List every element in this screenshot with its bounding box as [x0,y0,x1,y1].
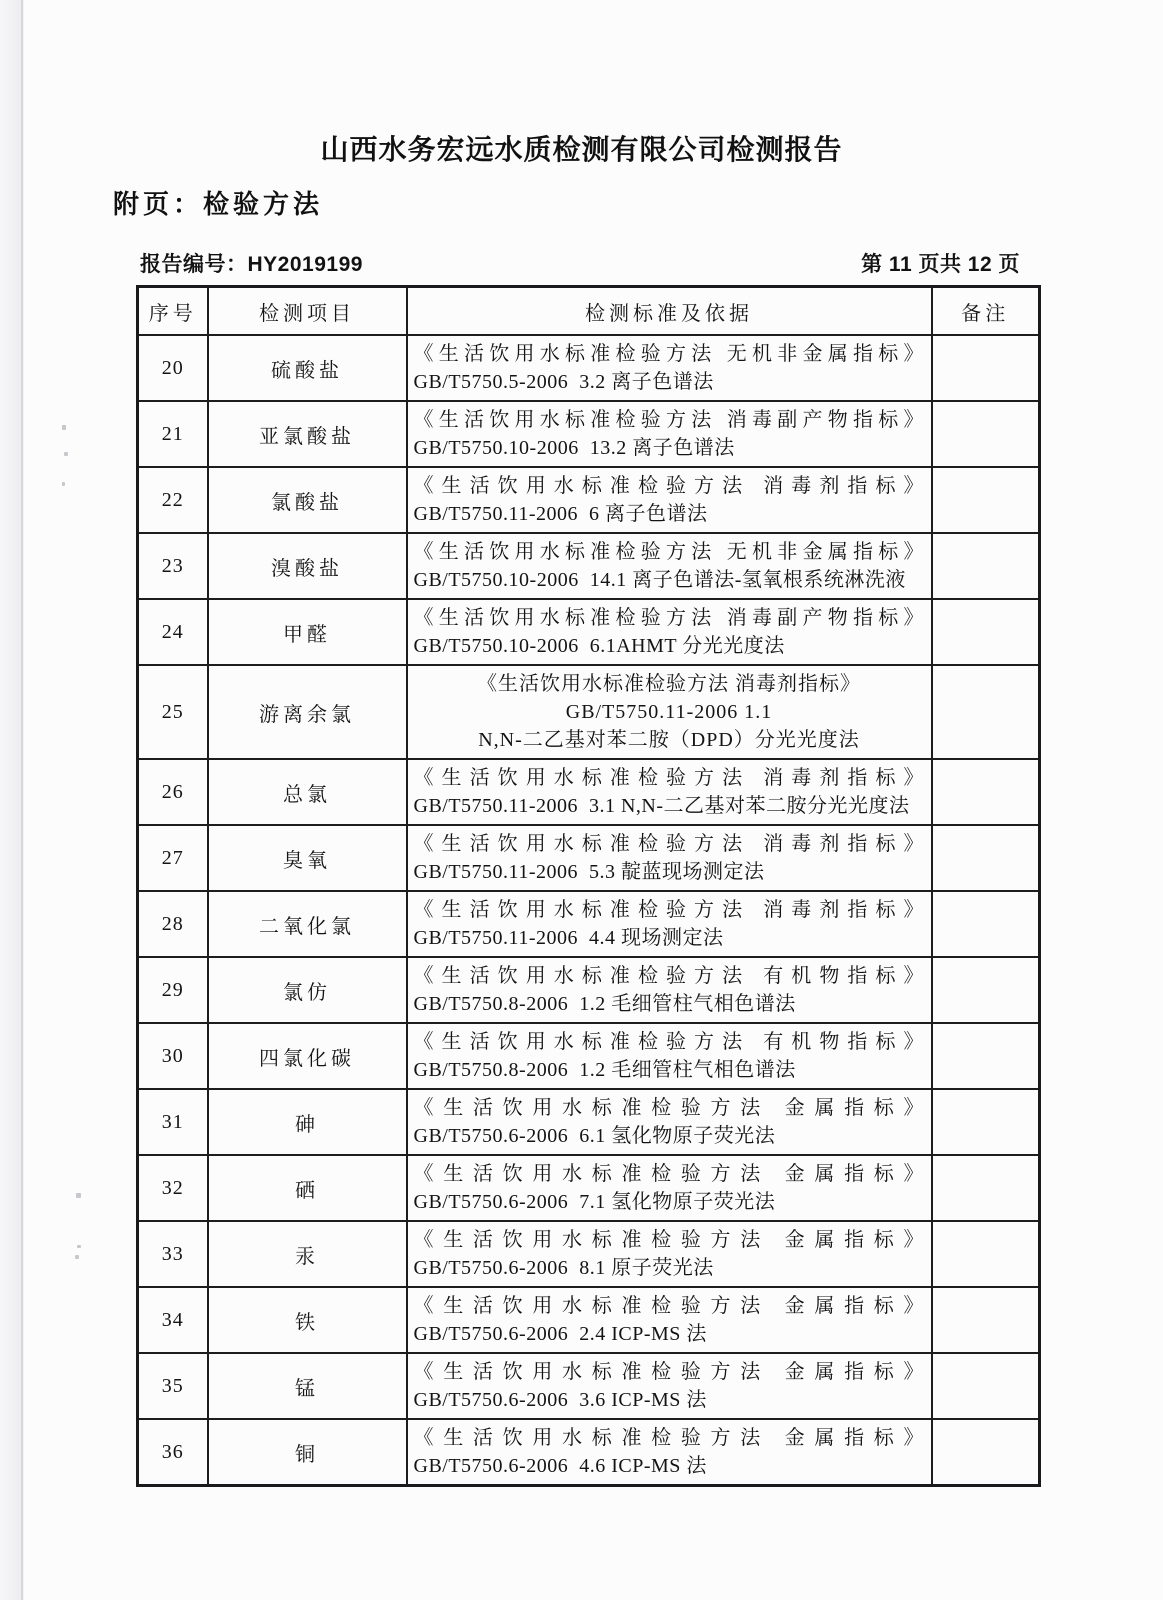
row-number-cell: 28 [138,891,208,957]
standard-cell [407,1023,932,1089]
standard-line: GB/T5750.6-2006 6.1 氢化物原子荧光法 [413,1125,776,1147]
col-header-standard: 检测标准及依据 [407,287,932,336]
row-number-cell: 26 [138,759,208,825]
standard-cell [407,1419,932,1486]
item-name-cell: 亚氯酸盐 [208,401,407,467]
standard-line: 《生活饮用水标准检验方法 金属指标》 [413,1163,925,1185]
remark-cell [932,665,1040,759]
table-row [138,467,1040,533]
row-number-cell: 21 [138,401,208,467]
remark-cell [932,957,1040,1023]
remark-cell [932,759,1040,825]
standard-line: 《生活饮用水标准检验方法 金属指标》 [413,1295,925,1317]
table-row [138,1221,1040,1287]
row-number-cell: 23 [138,533,208,599]
standard-cell [407,957,932,1023]
table-row [138,533,1040,599]
standard-line: 《生活饮用水标准检验方法 消毒剂指标》 [413,899,925,921]
scan-speck [75,1255,79,1259]
standard-line: GB/T5750.11-2006 4.4 现场测定法 [413,927,724,949]
item-name-cell: 二氧化氯 [208,891,407,957]
item-name-cell: 铁 [208,1287,407,1353]
standard-line: GB/T5750.6-2006 7.1 氢化物原子荧光法 [413,1191,776,1213]
remark-cell [932,1089,1040,1155]
standard-line: 《生活饮用水标准检验方法 消毒剂指标》 [413,475,925,497]
standard-line: 《生活饮用水标准检验方法 金属指标》 [413,1097,925,1119]
row-number-cell: 34 [138,1287,208,1353]
standard-line: 《生活饮用水标准检验方法 金属指标》 [413,1361,925,1383]
standard-line: GB/T5750.11-2006 5.3 靛蓝现场测定法 [413,861,765,883]
scan-speck [64,452,68,456]
standard-line: GB/T5750.11-2006 6 离子色谱法 [413,503,708,525]
row-number-cell: 36 [138,1419,208,1486]
standard-line: GB/T5750.6-2006 8.1 原子荧光法 [413,1257,714,1279]
table-header-row [138,287,1040,336]
table-row [138,825,1040,891]
item-name-cell: 砷 [208,1089,407,1155]
item-name-cell: 臭氧 [208,825,407,891]
scan-speck [76,1193,81,1198]
row-number-cell: 33 [138,1221,208,1287]
standard-line: GB/T5750.6-2006 4.6 ICP-MS 法 [413,1455,707,1477]
standard-line: GB/T5750.10-2006 6.1AHMT 分光光度法 [413,635,785,657]
standard-cell [407,335,932,401]
standard-line: GB/T5750.11-2006 1.1 [565,701,773,723]
item-name-cell: 总氯 [208,759,407,825]
remark-cell [932,335,1040,401]
remark-cell [932,401,1040,467]
item-name-cell: 氯仿 [208,957,407,1023]
standard-cell [407,1221,932,1287]
scan-speck [62,482,65,486]
row-number-cell: 22 [138,467,208,533]
standard-line: 《生活饮用水标准检验方法 消毒副产物指标》 [413,607,925,629]
standard-cell [407,1353,932,1419]
table-row [138,1353,1040,1419]
scan-speck [62,425,66,430]
col-header-no: 序号 [138,287,208,336]
row-number-cell: 29 [138,957,208,1023]
row-number-cell: 27 [138,825,208,891]
standard-cell [407,665,932,759]
item-name-cell: 汞 [208,1221,407,1287]
row-number-cell: 32 [138,1155,208,1221]
standard-line: 《生活饮用水标准检验方法 消毒剂指标》 [413,833,925,855]
table-row [138,599,1040,665]
standard-cell [407,759,932,825]
standard-line: GB/T5750.6-2006 3.6 ICP-MS 法 [413,1389,707,1411]
row-number-cell: 30 [138,1023,208,1089]
standard-cell [407,1089,932,1155]
remark-cell [932,891,1040,957]
remark-cell [932,467,1040,533]
table-row [138,335,1040,401]
table-row [138,665,1040,759]
item-name-cell: 溴酸盐 [208,533,407,599]
item-name-cell: 锰 [208,1353,407,1419]
paper-edge-line [21,0,23,1600]
standard-cell [407,891,932,957]
table-row [138,1419,1040,1486]
standard-line: 《生活饮用水标准检验方法 消毒剂指标》 [477,673,861,695]
report-number: 报告编号：HY2019199 [140,253,363,276]
remark-cell [932,1353,1040,1419]
remark-cell [932,1155,1040,1221]
standard-cell [407,1287,932,1353]
table-row [138,891,1040,957]
standard-line: GB/T5750.8-2006 1.2 毛细管柱气相色谱法 [413,1059,796,1081]
standard-cell [407,533,932,599]
col-header-remark: 备注 [932,287,1040,336]
standard-cell [407,825,932,891]
standard-cell [407,401,932,467]
methods-table [136,285,1041,1487]
meta-row [140,248,1020,278]
remark-cell [932,1023,1040,1089]
item-name-cell: 甲醛 [208,599,407,665]
table-row [138,1089,1040,1155]
standard-line: 《生活饮用水标准检验方法 消毒副产物指标》 [413,409,925,431]
standard-line: N,N-二乙基对苯二胺（DPD）分光光度法 [478,729,860,751]
standard-line: GB/T5750.10-2006 14.1 离子色谱法-氢氧根系统淋洗液 [413,569,906,591]
standard-cell [407,599,932,665]
remark-cell [932,825,1040,891]
row-number-cell: 20 [138,335,208,401]
table-row [138,401,1040,467]
standard-line: 《生活饮用水标准检验方法 有机物指标》 [413,1031,925,1053]
standard-line: GB/T5750.10-2006 13.2 离子色谱法 [413,437,735,459]
standard-line: 《生活饮用水标准检验方法 消毒剂指标》 [413,767,925,789]
page-indicator: 第 11 页共 12 页 [861,253,1020,276]
table-row [138,1023,1040,1089]
remark-cell [932,1287,1040,1353]
item-name-cell: 硒 [208,1155,407,1221]
item-name-cell: 游离余氯 [208,665,407,759]
report-title: 山西水务宏远水质检测有限公司检测报告 [320,134,843,165]
standard-line: GB/T5750.11-2006 3.1 N,N-二乙基对苯二胺分光光度法 [413,795,910,817]
row-number-cell: 25 [138,665,208,759]
standard-line: 《生活饮用水标准检验方法 无机非金属指标》 [413,541,925,563]
remark-cell [932,599,1040,665]
row-number-cell: 24 [138,599,208,665]
table-row [138,1155,1040,1221]
remark-cell [932,1419,1040,1486]
scan-speck [77,1245,81,1248]
standard-cell [407,1155,932,1221]
standard-line: 《生活饮用水标准检验方法 有机物指标》 [413,965,925,987]
remark-cell [932,1221,1040,1287]
table-row [138,957,1040,1023]
remark-cell [932,533,1040,599]
standard-cell [407,467,932,533]
attachment-subtitle: 附页：检验方法 [113,189,324,219]
item-name-cell: 氯酸盐 [208,467,407,533]
standard-line: GB/T5750.6-2006 2.4 ICP-MS 法 [413,1323,707,1345]
table-row [138,759,1040,825]
standard-line: GB/T5750.5-2006 3.2 离子色谱法 [413,371,714,393]
standard-line: 《生活饮用水标准检验方法 金属指标》 [413,1427,925,1449]
item-name-cell: 硫酸盐 [208,335,407,401]
standard-line: 《生活饮用水标准检验方法 金属指标》 [413,1229,925,1251]
row-number-cell: 31 [138,1089,208,1155]
item-name-cell: 铜 [208,1419,407,1486]
item-name-cell: 四氯化碳 [208,1023,407,1089]
col-header-item: 检测项目 [208,287,407,336]
standard-line: 《生活饮用水标准检验方法 无机非金属指标》 [413,343,925,365]
standard-line: GB/T5750.8-2006 1.2 毛细管柱气相色谱法 [413,993,796,1015]
methods-table-body [138,335,1040,1486]
row-number-cell: 35 [138,1353,208,1419]
scan-edge-shade [0,0,21,1600]
table-row [138,1287,1040,1353]
